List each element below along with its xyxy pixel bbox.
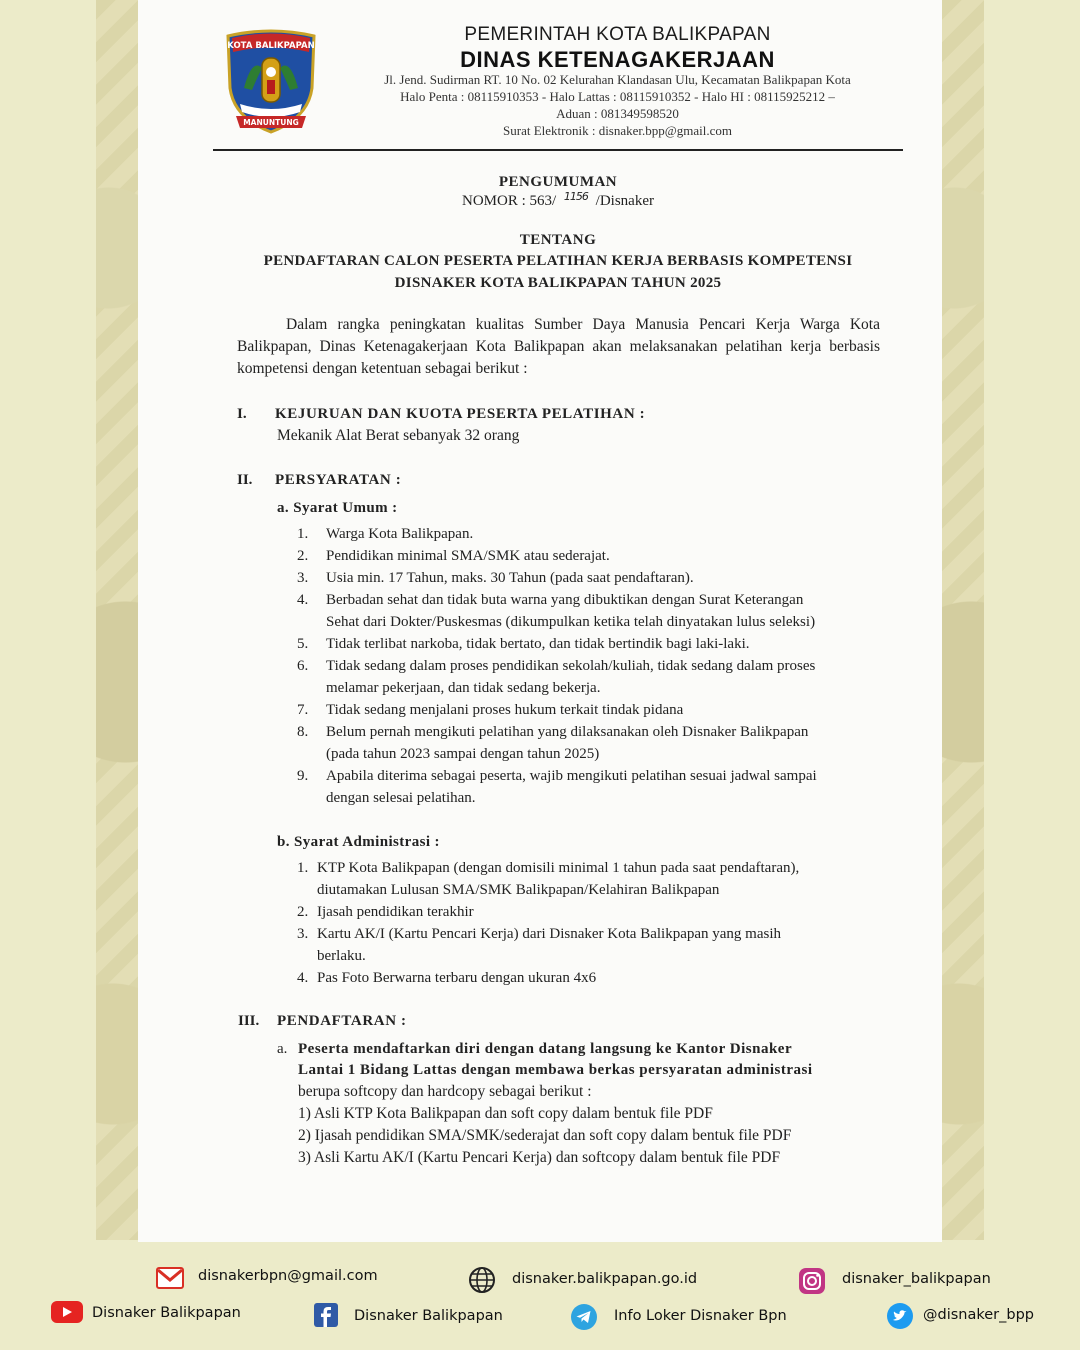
list-item: 3. Usia min. 17 Tahun, maks. 30 Tahun (pada saat pendaftaran). bbox=[297, 570, 694, 586]
section1-number: I. bbox=[237, 406, 247, 422]
admin-requirements-title: b. Syarat Administrasi : bbox=[277, 834, 440, 850]
youtube-icon bbox=[51, 1300, 83, 1324]
document-title-line2: DISNAKER KOTA BALIKPAPAN TAHUN 2025 bbox=[394, 275, 722, 291]
list-item: 6. Tidak sedang dalam proses pendidikan sekolah/kuliah, tidak sedang dalam proses melamar pekerjaan, dan tidak sedang bekerja. bbox=[297, 658, 816, 696]
general-requirements-title: a. Syarat Umum : bbox=[277, 500, 398, 516]
letterhead-government: PEMERINTAH KOTA BALIKPAPAN bbox=[464, 24, 771, 45]
list-item: 7. Tidak sedang menjalani proses hukum terkait tindak pidana bbox=[297, 702, 684, 718]
list-item: 2. Ijasah pendidikan terakhir bbox=[297, 904, 474, 920]
globe-icon bbox=[468, 1266, 496, 1294]
list-item: 4. Berbadan sehat dan tidak buta warna yang dibuktikan dengan Surat Keterangan Sehat dari Dokter/Puskesmas (dikumpulkan ketika telah dinyatakan lulus seleksi) bbox=[297, 592, 816, 630]
number-suffix: /Disnaker bbox=[595, 193, 654, 209]
document-title-line1: PENDAFTARAN CALON PESERTA PELATIHAN KERJA BERBASIS KOMPETENSI bbox=[263, 253, 853, 269]
announcement-number bbox=[138, 190, 978, 210]
gmail-icon bbox=[156, 1264, 184, 1292]
section3-title: PENDAFTARAN : bbox=[277, 1013, 407, 1029]
letterhead-aduan: Aduan : 081349598520 bbox=[556, 106, 679, 121]
admin-requirements-list bbox=[297, 857, 887, 989]
letterhead-email: Surat Elektronik : disnaker.bpp@gmail.com bbox=[503, 123, 732, 138]
footer-twitter-link[interactable]: @disnaker_bpp bbox=[923, 1307, 1034, 1323]
letterhead-address: Jl. Jend. Sudirman RT. 10 No. 02 Kelurahan Klandasan Ulu, Kecamatan Balikpapan Kota bbox=[384, 72, 851, 87]
section3-number: III. bbox=[238, 1013, 260, 1029]
list-item: 4. Pas Foto Berwarna terbaru dengan ukuran 4x6 bbox=[297, 970, 597, 986]
instagram-icon bbox=[798, 1267, 826, 1295]
footer-instagram-link[interactable]: disnaker_balikpapan bbox=[842, 1271, 991, 1287]
letterhead-agency: DINAS KETENAGAKERJAAN bbox=[460, 47, 775, 72]
section2-title: PERSYARATAN : bbox=[275, 472, 402, 488]
footer-facebook-link[interactable]: Disnaker Balikpapan bbox=[354, 1308, 503, 1324]
list-item: 2. Pendidikan minimal SMA/SMK atau sederajat. bbox=[297, 548, 610, 564]
number-prefix: NOMOR : 563/ bbox=[461, 193, 557, 209]
section1-title: KEJURUAN DAN KUOTA PESERTA PELATIHAN : bbox=[275, 406, 646, 422]
number-handwritten: 1156 bbox=[563, 190, 588, 203]
footer-telegram-link[interactable]: Info Loker Disnaker Bpn bbox=[614, 1308, 787, 1324]
section1-body: Mekanik Alat Berat sebanyak 32 orang bbox=[277, 427, 520, 444]
twitter-icon bbox=[886, 1302, 914, 1330]
registration-document-1: 1) Asli KTP Kota Balikpapan dan soft copy dalam bentuk file PDF bbox=[298, 1105, 713, 1122]
registration-instruction-line2: Lantai 1 Bidang Lattas dengan membawa berkas persyaratan administrasi bbox=[298, 1062, 813, 1078]
telegram-icon bbox=[570, 1303, 598, 1331]
registration-instruction-line1: Peserta mendaftarkan diri dengan datang langsung ke Kantor Disnaker bbox=[298, 1041, 793, 1057]
letterhead-divider bbox=[213, 149, 903, 151]
list-item: 9. Apabila diterima sebagai peserta, wajib mengikuti pelatihan sesuai jadwal sampai dengan selesai pelatihan. bbox=[297, 768, 817, 806]
announcement-heading: PENGUMUMAN bbox=[498, 174, 618, 190]
logo-bottom-text: MANUNTUNG bbox=[243, 118, 299, 127]
facebook-icon bbox=[314, 1303, 338, 1327]
letterhead-phones: Halo Penta : 08115910353 - Halo Lattas : 08115910352 - Halo HI : 08115925212 – bbox=[400, 89, 835, 104]
about-heading: TENTANG bbox=[519, 232, 597, 248]
list-item: 3. Kartu AK/I (Kartu Pencari Kerja) dari Disnaker Kota Balikpapan yang masih berlaku. bbox=[297, 926, 782, 964]
registration-document-3: 3) Asli Kartu AK/I (Kartu Pencari Kerja) dan softcopy dalam bentuk file PDF bbox=[298, 1149, 781, 1166]
registration-document-2: 2) Ijasah pendidikan SMA/SMK/sederajat dan soft copy dalam bentuk file PDF bbox=[298, 1127, 792, 1144]
list-item: 5. Tidak terlibat narkoba, tidak bertato, dan tidak bertindik bagi laki-laki. bbox=[297, 636, 750, 652]
general-requirements-list bbox=[297, 523, 887, 809]
registration-item-label: a. bbox=[277, 1041, 288, 1057]
footer-email-link[interactable]: disnakerbpn@gmail.com bbox=[198, 1268, 378, 1284]
registration-instruction-line3: berupa softcopy dan hardcopy sebagai berikut : bbox=[298, 1083, 592, 1100]
list-item: 8. Belum pernah mengikuti pelatihan yang dilaksanakan oleh Disnaker Balikpapan (pada tahun 2023 sampai dengan tahun 2025) bbox=[297, 724, 809, 762]
footer-youtube-link[interactable]: Disnaker Balikpapan bbox=[92, 1305, 241, 1321]
section2-number: II. bbox=[237, 472, 253, 488]
list-item: 1. KTP Kota Balikpapan (dengan domisili minimal 1 tahun pada saat pendaftaran), diutamakan Lulusan SMA/SMK Balikpapan/Kelahiran Balikpapan bbox=[297, 860, 800, 898]
intro-paragraph: Dalam rangka peningkatan kualitas Sumber Daya Manusia Pencari Kerja Warga Kota Balikpapan, Dinas Ketenagakerjaan Kota Balikpapan akan melaksanakan pelatihan kerja berbasis kompetensi dengan ketentuan sebagai berikut : bbox=[237, 316, 880, 377]
footer-website-link[interactable]: disnaker.balikpapan.go.id bbox=[512, 1271, 698, 1287]
city-emblem-logo bbox=[222, 28, 320, 134]
logo-top-text: KOTA BALIKPAPAN bbox=[227, 41, 315, 51]
list-item: 1. Warga Kota Balikpapan. bbox=[297, 526, 474, 542]
background-pattern-left bbox=[96, 0, 138, 1240]
